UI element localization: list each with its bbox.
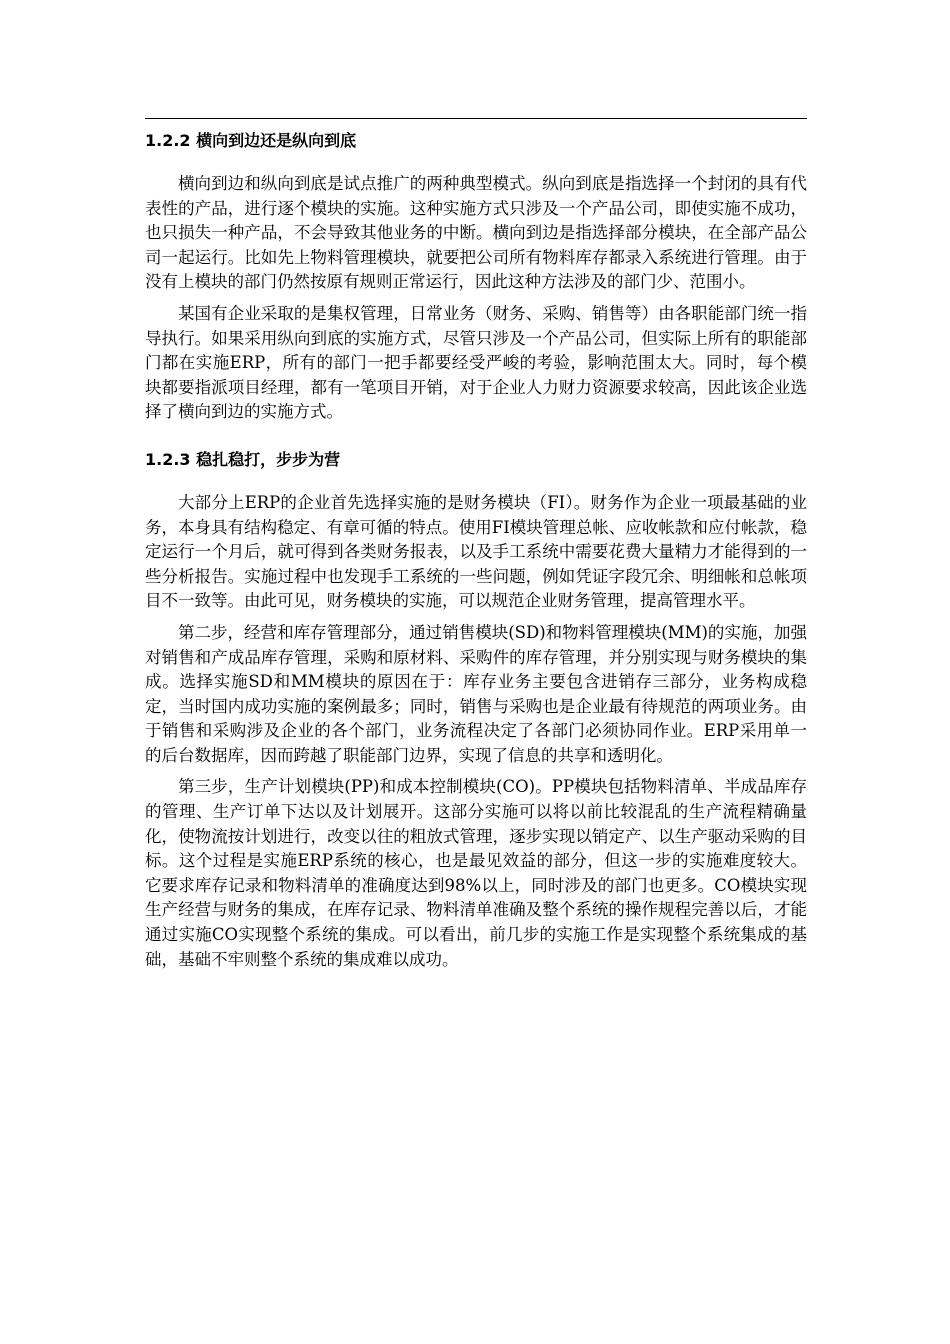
paragraph: 第二步，经营和库存管理部分，通过销售模块(SD)和物料管理模块(MM)的实施，加强对销售和产成品库存管理，采购和原材料、采购件的库存管理，并分别实现与财务模块的集成。选择实施SD和MM模块的原因在于：库存业务主要包含进销存三部分，业务构成稳定，当时国内成功实施的案例最多；同时，销售与采购也是企业最有待规范的两项业务。由于销售和采购涉及企业的各个部门，业务流程决定了各部门必须协同作业。ERP采用单一的后台数据库，因而跨越了职能部门边界，实现了信息的共享和透明化。	[145, 622, 807, 765]
paragraph: 大部分上ERP的企业首先选择实施的是财务模块（FI）。财务作为企业一项最基础的业务，本身具有结构稳定、有章可循的特点。使用FI模块管理总帐、应收帐款和应付帐款，稳定运行一个月后，就可得到各类财务报表，以及手工系统中需要花费大量精力才能得到的一些分析报告。实施过程中也发现手工系统的一些问题，例如凭证字段冗余、明细帐和总帐项目不一致等。由此可见，财务模块的实施，可以规范企业财务管理，提高管理水平。	[145, 492, 807, 611]
section-heading-1-2-2: 1.2.2 横向到边还是纵向到底	[145, 131, 357, 150]
document-page	[145, 118, 807, 972]
paragraph: 某国有企业采取的是集权管理，日常业务（财务、采购、销售等）由各职能部门统一指导执行。如果采用纵向到底的实施方式，尽管只涉及一个产品公司，但实际上所有的职能部门都在实施ERP，所有的部门一把手都要经受严峻的考验，影响范围太大。同时，每个模块都要指派项目经理，都有一笔项目开销，对于企业人力财力资源要求较高，因此该企业选择了横向到边的实施方式。	[145, 303, 807, 422]
header-rule	[145, 118, 807, 119]
paragraph: 第三步，生产计划模块(PP)和成本控制模块(CO)。PP模块包括物料清单、半成品库存的管理、生产订单下达以及计划展开。这部分实施可以将以前比较混乱的生产流程精确量化，使物流按计划进行，改变以往的粗放式管理，逐步实现以销定产、以生产驱动采购的目标。这个过程是实施ERP系统的核心，也是最见效益的部分，但这一步的实施难度较大。它要求库存记录和物料清单的准确度达到98%以上，同时涉及的部门也更多。CO模块实现生产经营与财务的集成，在库存记录、物料清单准确及整个系统的操作规程完善以后，才能通过实施CO实现整个系统的集成。可以看出，前几步的实施工作是实现整个系统集成的基础，基础不牢则整个系统的集成难以成功。	[145, 777, 807, 969]
section-heading-1-2-3: 1.2.3 稳扎稳打，步步为营	[145, 449, 341, 469]
paragraph: 横向到边和纵向到底是试点推广的两种典型模式。纵向到底是指选择一个封闭的具有代表性的产品，进行逐个模块的实施。这种实施方式只涉及一个产品公司，即使实施不成功，也只损失一种产品，不会导致其他业务的中断。横向到边是指选择部分模块，在全部产品公司一起运行。比如先上物料管理模块，就要把公司所有物料库存都录入系统进行管理。由于没有上模块的部门仍然按原有规则正常运行，因此这种方法涉及的部门少、范围小。	[145, 174, 807, 292]
